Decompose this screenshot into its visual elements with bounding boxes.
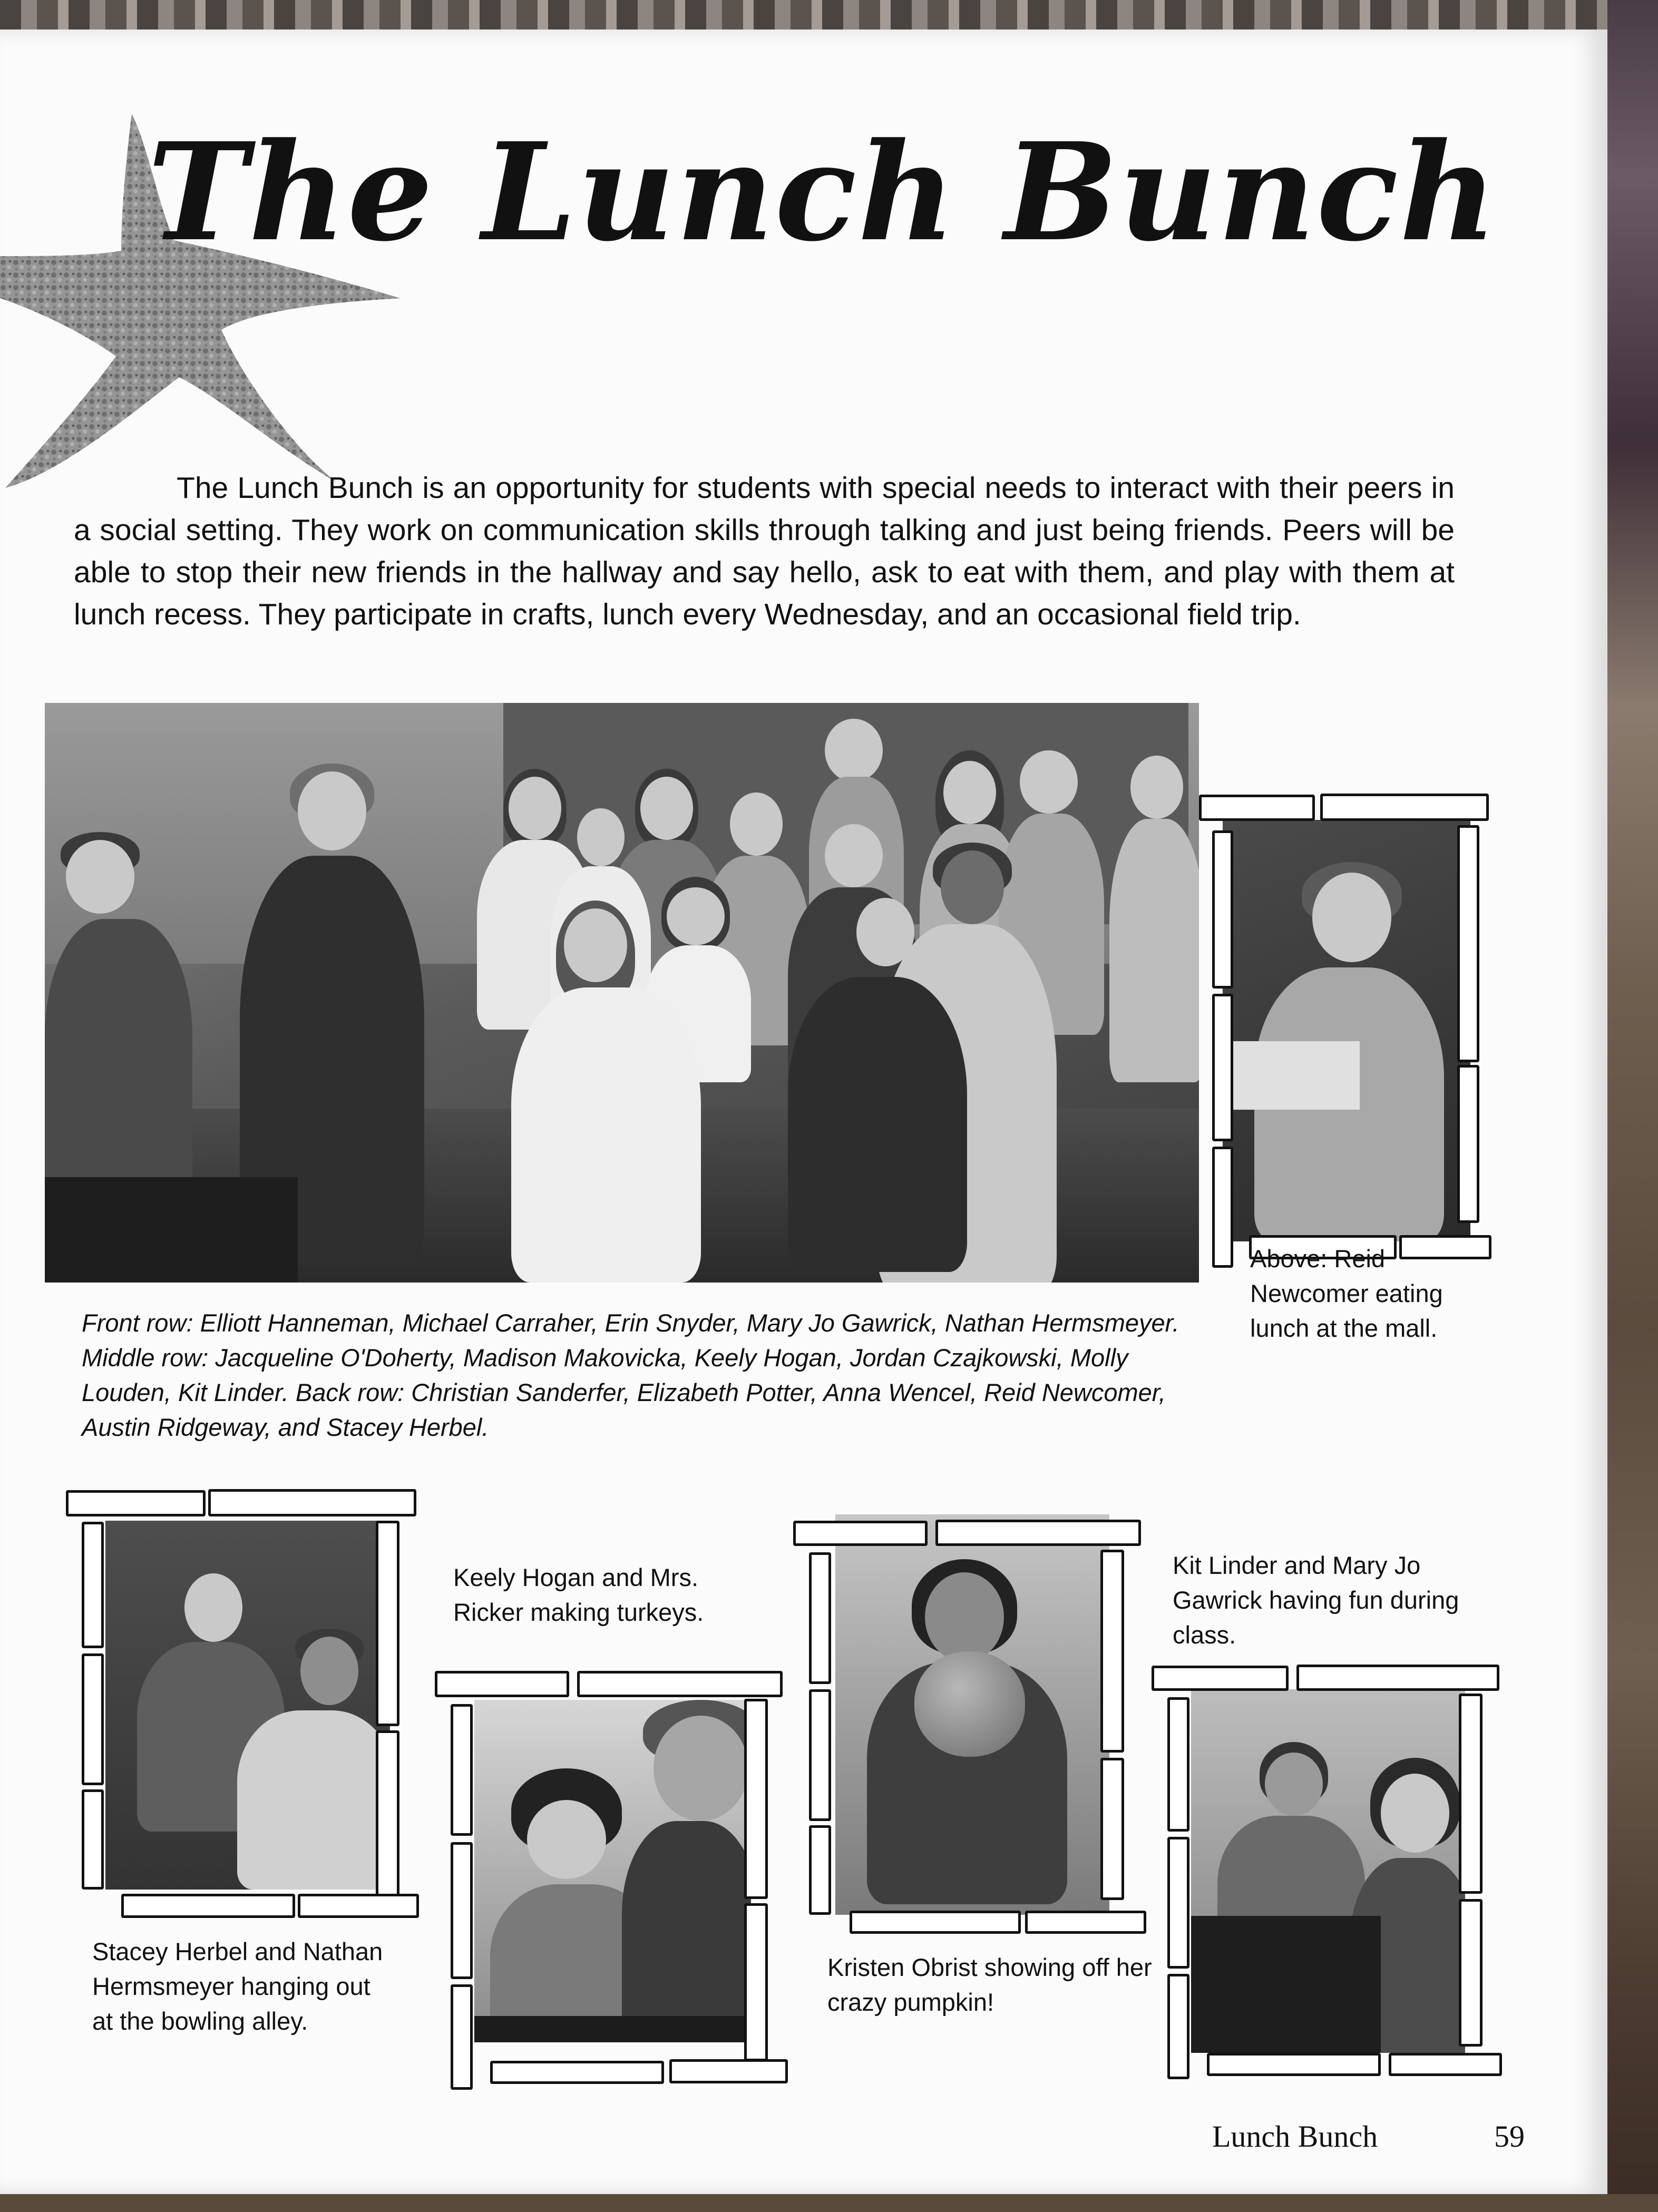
reid-photo [1223, 820, 1470, 1241]
stacey-nathan-caption: Stacey Herbel and Nathan Hermsmeyer hanging out at the bowling alley. [92, 1937, 383, 2035]
group-photo [45, 703, 1199, 1283]
kit-maryjo-caption: Kit Linder and Mary Jo Gawrick having fun during class. [1173, 1551, 1459, 1649]
kristen-pumpkin-caption: Kristen Obrist showing off her crazy pumpkin! [827, 1953, 1152, 2016]
scan-edge-right [1607, 0, 1658, 2212]
kit-maryjo-photo [1191, 1689, 1465, 2053]
reid-photo-caption: Above: Reid Newcomer eating lunch at the mall. [1250, 1245, 1443, 1342]
yearbook-page [0, 30, 1607, 2194]
intro-paragraph: The Lunch Bunch is an opportunity for students with special needs to interact with their peers in a social setting. They work on communication skills through talking and just being friends. Peers will be able to stop their new friends in the hallway and say hello, ask to eat with them, and play with them at lunch recess. They participate in crafts, lunch every Wednesday, and an occasional field trip. [74, 471, 1455, 631]
footer-section-label: Lunch Bunch [1212, 2119, 1378, 2154]
group-photo-caption: Front row: Elliott Hanneman, Michael Carraher, Erin Snyder, Mary Jo Gawrick, Nathan Hermsmeyer. Middle row: Jacqueline O'Doherty, Madison Makovicka, Keely Hogan, Jordan Czajkowski, Molly Louden, Kit Linder. Back row: Christian Sanderfer, Elizabeth Potter, Anna Wencel, Reid Newcomer, Austin Ridgeway, and Stacey Herbel. [82, 1309, 1179, 1441]
page-title: The Lunch Bunch [148, 114, 1498, 271]
keely-ricker-caption: Keely Hogan and Mrs. Ricker making turkeys. [453, 1563, 704, 1626]
keely-ricker-photo [474, 1700, 751, 2042]
stacey-nathan-photo [105, 1521, 390, 1890]
kristen-pumpkin-photo [835, 1514, 1109, 1915]
page-number: 59 [1494, 2119, 1525, 2154]
scan-edge-bottom [0, 2194, 1658, 2212]
